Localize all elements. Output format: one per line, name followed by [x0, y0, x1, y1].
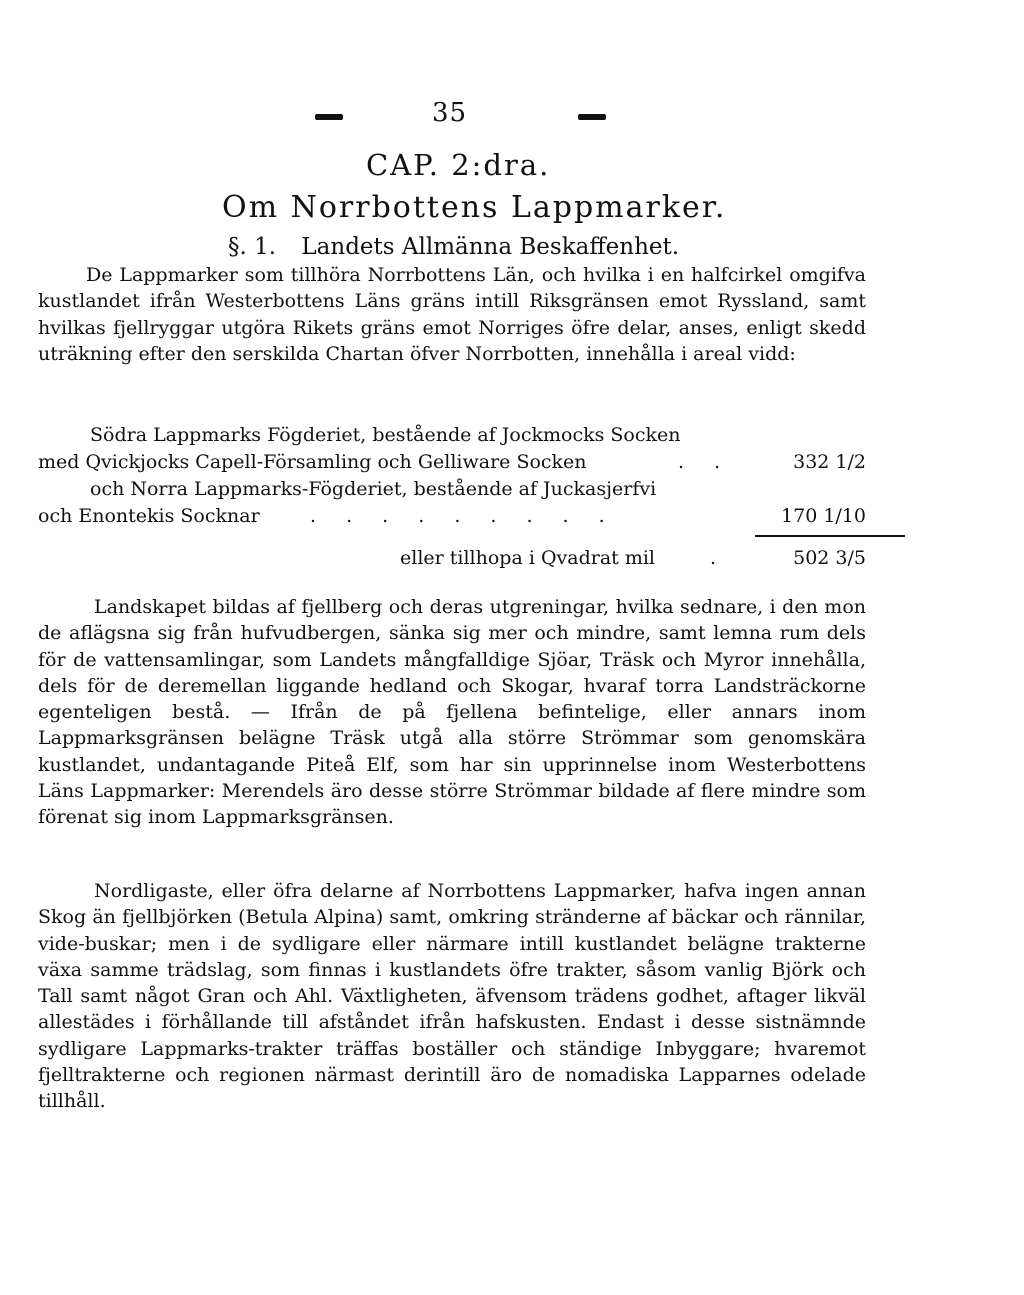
paragraph-intro: De Lappmarker som tillhöra Norrbottens Län, och hvilka i en halfcirkel omgifva kustlandet ifrån Westerbottens Läns gräns intill Riksgränsen emot Ryssland, samt hvilkas fjellryggar utgöra Rikets gräns emot Norriges öfre delar, anses, enligt skedd uträkning efter den serskilda Chartan öfver Norrbotten, innehålla i areal vidd: — [38, 264, 866, 365]
ledger-text: med Qvickjocks Capell-Församling och Gelliware Socken — [38, 451, 587, 473]
ledger-row — [38, 505, 866, 532]
ledger-text: och Norra Lappmarks-Fögderiet, bestående af Juckasjerfvi — [90, 478, 657, 500]
ledger-row — [38, 478, 866, 505]
sum-rule — [755, 535, 905, 537]
chapter-title: Om Norrbottens Lappmarker. — [222, 190, 727, 225]
page-number: 35 — [432, 98, 468, 128]
ledger-total-row — [38, 547, 866, 577]
ledger-row — [38, 451, 866, 478]
header-dash-left — [315, 114, 343, 120]
section-symbol: §. 1. — [228, 234, 277, 260]
header-dash-right — [578, 114, 606, 120]
total-label: eller tillhopa i Qvadrat mil — [400, 547, 656, 569]
ledger-dots: . . . . . . . . . — [310, 505, 617, 527]
chapter-number: CAP. 2:dra. — [366, 148, 551, 182]
total-dot: . — [710, 547, 717, 569]
ledger-amount: 170 1/10 — [781, 505, 866, 527]
section-heading — [228, 234, 679, 260]
ledger-text: och Enontekis Socknar — [38, 505, 260, 527]
ledger-row — [38, 424, 866, 451]
ledger-amount: 332 1/2 — [793, 451, 866, 473]
section-title: Landets Allmänna Beskaffenhet. — [301, 234, 680, 260]
total-amount: 502 3/5 — [793, 547, 866, 569]
ledger-dots: . . — [678, 451, 733, 473]
ledger-text: Södra Lappmarks Fögderiet, bestående af Jockmocks Socken — [90, 424, 681, 446]
area-ledger — [38, 424, 866, 569]
running-header — [0, 98, 1024, 138]
paragraph-vegetation: Nordligaste, eller öfra delarne af Norrbottens Lappmarker, hafva ingen annan Skog än fjellbjörken (Betula Alpina) samt, omkring stränderne af bäckar och rännilar, vide-buskar; men i de sydligare eller närmare intill kustlandet belägne trakterne växa samme trädslag, som finnas i kustlandets öfre trakter, såsom vanlig Björk och Tall samt något Gran och Ahl. Växtligheten, äfvensom trädens godhet, aftager likväl allestädes i förhållande till afståndet ifrån hafskusten. Endast i desse sistnämnde sydligare Lappmarks-trakter träffas boställer och ständige Inbyggare; hvaremot fjelltrakterne och regionen närmast derintill äro de nomadiska Lapparnes odelade tillhåll. — [38, 880, 866, 1113]
paragraph-landscape: Landskapet bildas af fjellberg och deras utgreningar, hvilka sednare, i den mon de aflägsna sig från hufvudbergen, sänka sig mer och mindre, samt lemna rum dels för de vattensamlingar, som Landets mångfalldige Sjöar, Träsk och Myror innehålla, dels för de deremellan liggande hedland och Skogar, hvaraf torra Landsträckorne egenteligen bestå. — Ifrån de på fjellena befintelige, eller annars inom Lappmarksgränsen belägne Träsk utgå alla större Strömmar som genomskära kustlandet, undantagande Piteå Elf, som har sin upprinnelse inom Westerbottens Läns Lappmarker: Merendels äro desse större Strömmar bildade af flere mindre som förenat sig inom Lappmarksgränsen. — [38, 596, 866, 829]
